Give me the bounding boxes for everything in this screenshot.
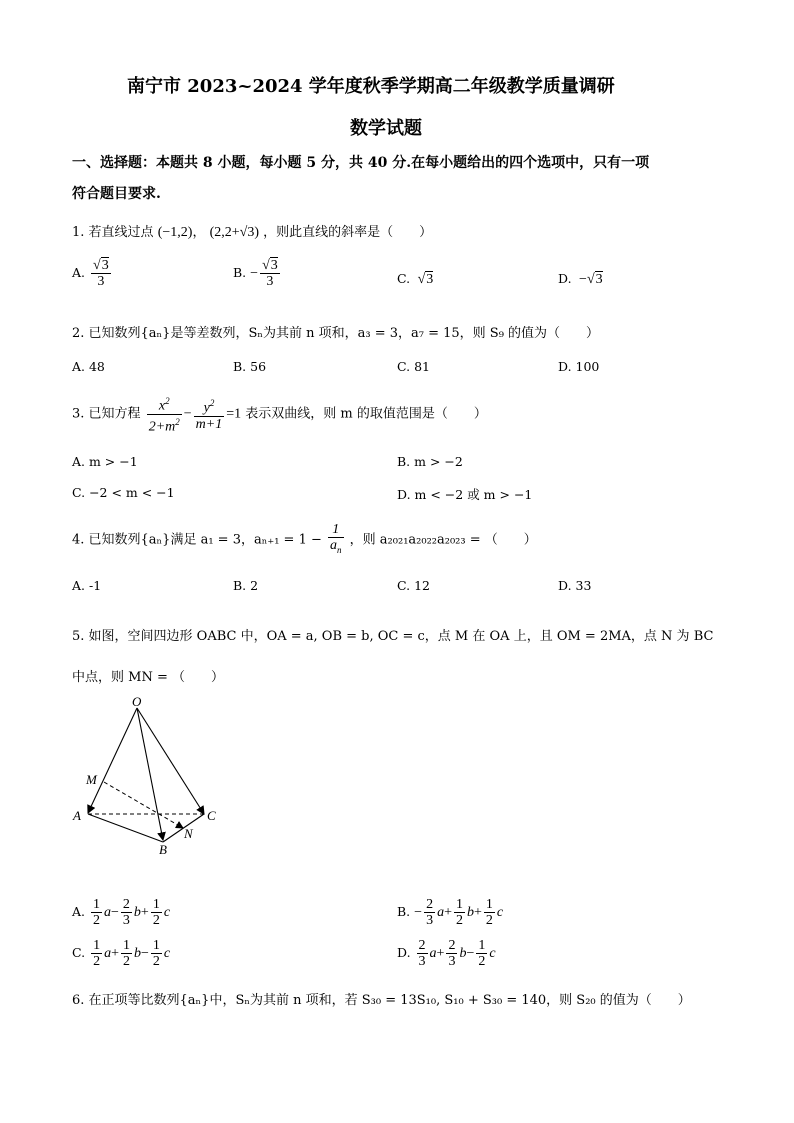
q5-option-c: C. $\frac{1}{2}$ a+ $\frac{1}{2}$ b− $\frac{1}{2}$ c (72, 938, 171, 969)
label-B: B (159, 842, 167, 857)
q3-text-a: 3. 已知方程 (72, 406, 141, 422)
section-header-line1: 一、选择题：本题共 8 小题，每小题 5 分，共 40 分.在每小题给出的四个选项中，只有一项 (72, 155, 650, 171)
q1-option-b-fraction: $\frac{√3}{3}$ (262, 258, 278, 289)
q3-text-b: 表示双曲线，则 m 的取值范围是（ ） (245, 406, 487, 422)
q4-text-a: 4. 已知数列{aₙ}满足 a₁ = 3，aₙ₊₁ = 1 − (72, 532, 322, 548)
q1-number: 1. (72, 225, 85, 240)
q4-option-b: B. 2 (233, 578, 259, 593)
q4-option-d: D. 33 (558, 578, 592, 593)
q1-option-a (72, 258, 113, 289)
q1-option-d-label: D. (558, 271, 572, 286)
q5-option-a: A. $\frac{1}{2}$ a− $\frac{2}{3}$ b+ $\frac{1}{2}$ c (72, 897, 171, 928)
q1-text-a: 若直线过点 (88, 225, 154, 240)
section-header-line2: 符合题目要求. (72, 186, 161, 202)
label-A: A (73, 808, 81, 823)
label-C: C (207, 808, 216, 823)
question-1: 1. 若直线过点 (−1,2)， (2,2+√3) ，则此直线的斜率是（ ） (72, 225, 433, 240)
vector-MN (104, 782, 183, 828)
q5-option-a-label: A. (72, 904, 86, 919)
question-5-line2: 中点，则 MN = （ ） (72, 670, 224, 685)
q1-option-b: B. − $\frac{√3}{3}$ (233, 258, 278, 289)
q1-option-b-label: B. (233, 265, 247, 280)
q1-point-2: (2,2+√3) (209, 225, 259, 240)
q1-option-d: D. −√3 (558, 271, 603, 287)
q2-option-a: A. 48 (72, 359, 105, 374)
q4-option-a: A. -1 (72, 578, 102, 593)
q3-fraction-y: $\frac{y^2}{m+1}$ (195, 398, 223, 432)
question-6: 6. 在正项等比数列{aₙ}中，Sₙ为其前 n 项和，若 S₃₀ = 13S₁₀, S₁₀ + S₃₀ = 140，则 S₂₀ 的值为（ ） (72, 993, 691, 1008)
q3-fraction-x: $\frac{x^2}{2+m^2}$ (148, 396, 180, 435)
q2-option-c: C. 81 (397, 359, 430, 374)
edge-AB (88, 814, 163, 842)
q5-option-d-label: D. (397, 945, 411, 960)
question-5-line1: 5. 如图，空间四边形 OABC 中，OA = a, OB = b, OC = c，点 M 在 OA 上，且 OM = 2MA，点 N 为 BC (72, 629, 714, 644)
q4-fraction: $\frac{1}{a_n}$ (330, 522, 342, 555)
q3-option-b: B. m > −2 (397, 454, 463, 469)
q5-option-b: B. − $\frac{2}{3}$ a+ $\frac{1}{2}$ b+ $\frac{1}{2}$ c (397, 897, 504, 928)
q4-text-b: ，则 a₂₀₂₁a₂₀₂₂a₂₀₂₃ = （ ） (349, 532, 537, 548)
q5-option-b-label: B. (397, 904, 411, 919)
label-N: N (184, 826, 193, 841)
q3-option-d: D. m < −2 或 m > −1 (397, 487, 533, 502)
q1-point-1: (−1,2) (157, 225, 193, 240)
q2-option-b: B. 56 (233, 359, 267, 374)
page-title: 南宁市 2023~2024 学年度秋季学期高二年级教学质量调研 (127, 76, 615, 97)
q1-text-b: ，则此直线的斜率是（ ） (263, 225, 433, 240)
label-O: O (132, 696, 142, 709)
q1-option-c: C. √3 (397, 271, 434, 287)
q5-option-c-label: C. (72, 945, 86, 960)
q1-option-a-label: A. (72, 265, 86, 280)
q4-option-c: C. 12 (397, 578, 430, 593)
q3-option-c: C. −2 < m < −1 (72, 485, 175, 500)
q3-option-a: A. m > −1 (72, 454, 138, 469)
question-3: 3. 已知方程 $\frac{x^2}{2+m^2}$ − $\frac{y^2}{m+1}$ =1 表示双曲线，则 m 的取值范围是（ ） (72, 396, 487, 435)
label-M: M (86, 772, 97, 787)
q5-option-d: D. $\frac{2}{3}$ a+ $\frac{2}{3}$ b− $\frac{1}{2}$ c (397, 938, 496, 969)
question-4 (72, 522, 537, 558)
tetrahedron-figure (70, 696, 230, 858)
q2-option-d: D. 100 (558, 359, 600, 374)
subject-title: 数学试题 (350, 118, 422, 139)
q1-option-c-label: C. (397, 271, 411, 286)
question-2: 2. 已知数列{aₙ}是等差数列，Sₙ为其前 n 项和，a₃ = 3，a₇ = 15，则 S₉ 的值为（ ） (72, 326, 600, 341)
q1-option-a-fraction: $\frac{√3}{3}$ (93, 258, 109, 289)
